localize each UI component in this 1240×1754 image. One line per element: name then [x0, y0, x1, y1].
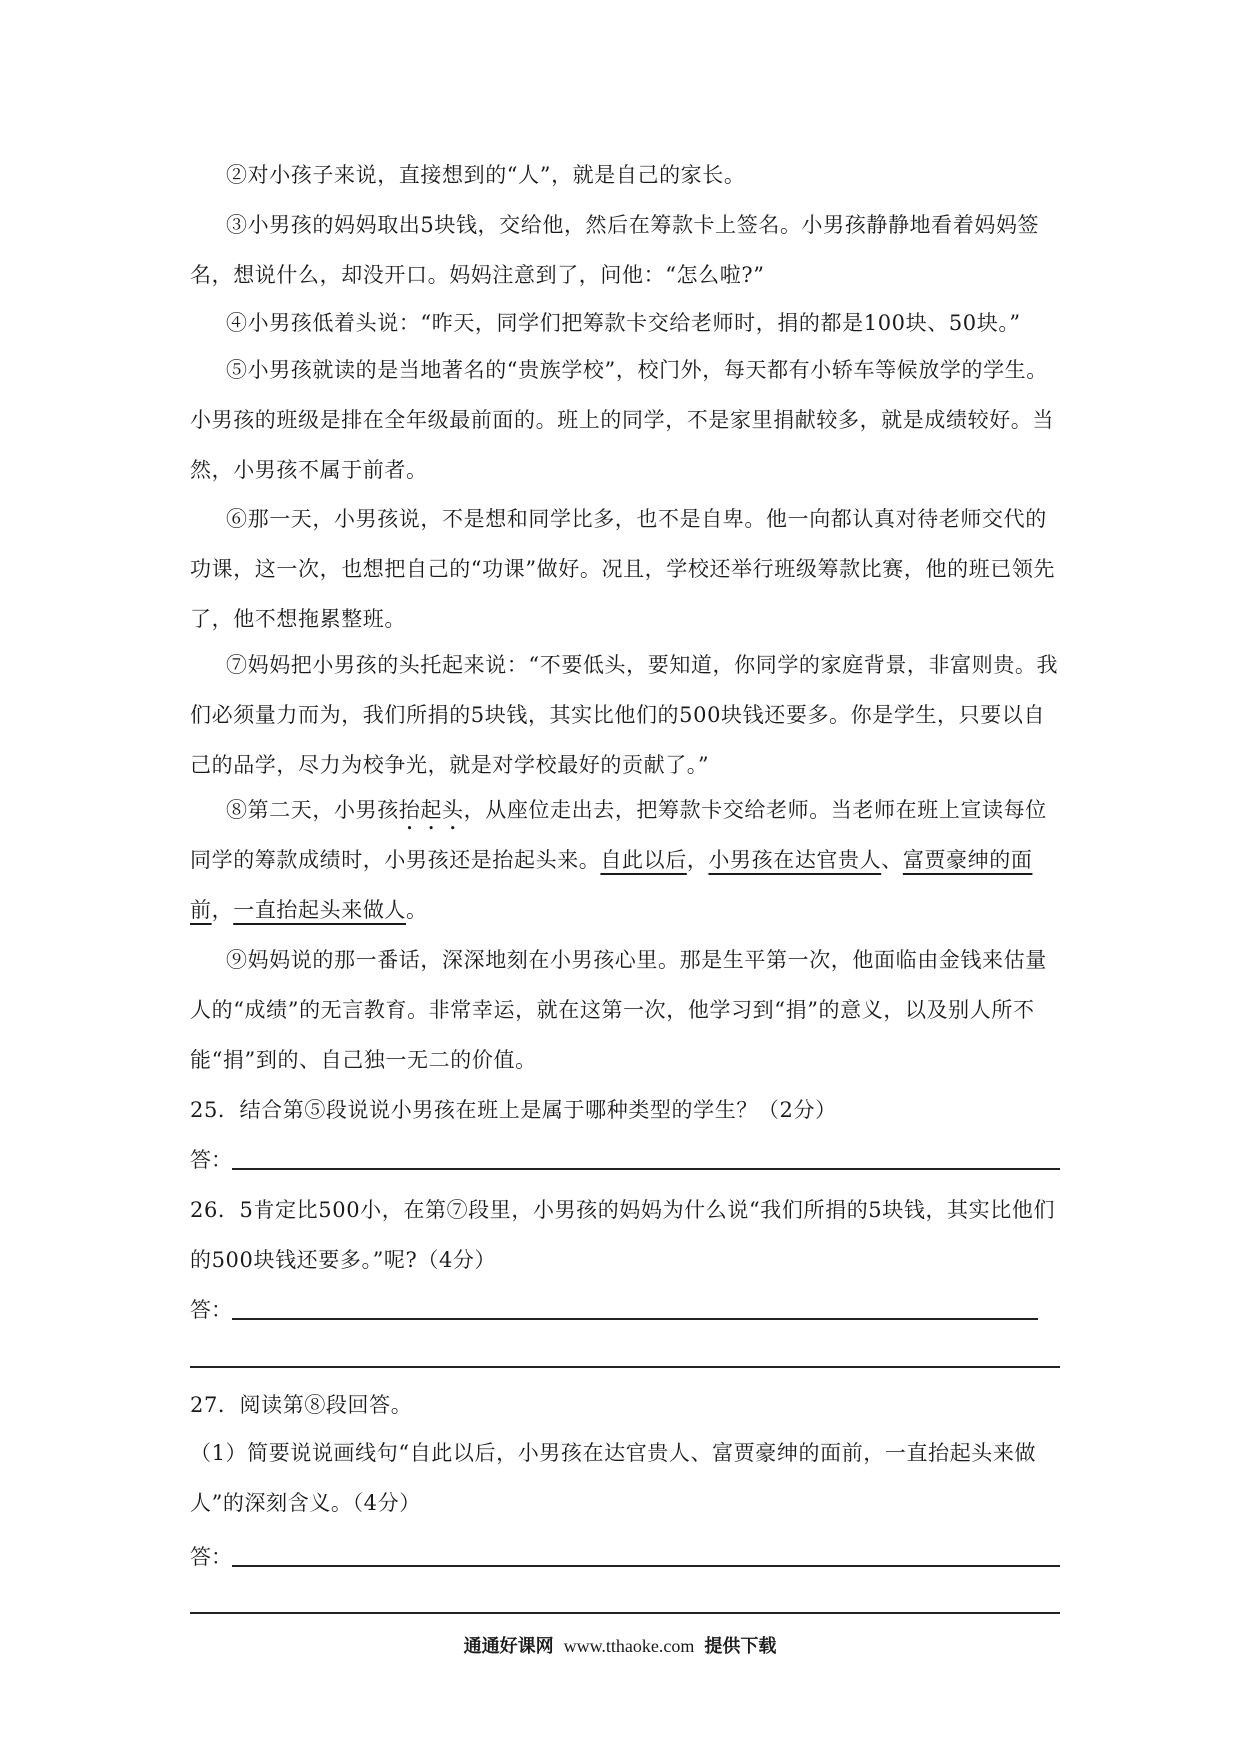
footer-brand: 通通好课网 — [463, 1636, 554, 1657]
question-27: 27．阅读第⑧段回答。 — [190, 1393, 413, 1417]
paragraph-8-punct-d: 、 — [881, 848, 903, 872]
answer-label-27: 答： — [190, 1545, 232, 1569]
paragraph-4 — [190, 298, 1060, 348]
answer-label-25: 答： — [190, 1148, 232, 1172]
underlined-phrase-1: 自此以后 — [600, 848, 687, 872]
paragraph-8-text-b: ，从座位走出去，把筹款卡交给老师。当老师在班上宣读每位同学的筹款成绩时，小男孩还是抬起头来。 — [190, 798, 1047, 872]
question-26: 26．5肯定比500小，在第⑦段里，小男孩的妈妈为什么说“我们所捐的5块钱，其实比他们的500块钱还要多。”呢?（4分） — [190, 1198, 1056, 1272]
paragraph-8-punct-c: ， — [686, 848, 709, 872]
paragraph-6 — [190, 494, 1060, 644]
question-25: 25．结合第⑤段说说小男孩在班上是属于哪种类型的学生？（2分） — [190, 1098, 837, 1122]
paragraph-9 — [190, 935, 1060, 1085]
paragraph-3-text: ③小男孩的妈妈取出5块钱，交给他，然后在筹款卡上签名。小男孩静静地看着妈妈签名，想说什么，却没开口。妈妈注意到了，问他：“怎么啦?” — [190, 213, 1040, 287]
answer-line-27a[interactable] — [232, 1565, 1060, 1567]
underlined-phrase-3: 富贾豪绅的面前 — [190, 848, 1033, 922]
paragraph-4-text: ④小男孩低着头说：“昨天，同学们把筹款卡交给老师时，捐的都是100块、50块。” — [226, 311, 1021, 335]
paragraph-6-text: ⑥那一天，小男孩说，不是想和同学比多，也不是自卑。他一向都认真对待老师交代的功课，这一次，也想把自己的“功课”做好。况且，学校还举行班级筹款比赛，他的班已领先了，他不想拖累整班。 — [190, 507, 1056, 631]
footer-note: 提供下载 — [704, 1636, 777, 1657]
paragraph-3 — [190, 200, 1060, 300]
answer-line-26a[interactable] — [232, 1318, 1038, 1320]
paragraph-9-text: ⑨妈妈说的那一番话，深深地刻在小男孩心里。那是生平第一次，他面临由金钱来估量人的“成绩”的无言教育。非常幸运，就在这第一次，他学习到“捐”的意义，以及别人所不能“捐”到的、自己独一无二的价值。 — [190, 948, 1047, 1072]
paragraph-7 — [190, 640, 1060, 790]
question-27-1: （1）简要说说画线句“自此以后，小男孩在达官贵人、富贾豪绅的面前，一直抬起头来做人”的深刻含义。（4分） — [190, 1441, 1037, 1515]
paragraph-2 — [190, 150, 1060, 200]
underlined-phrase-4: 一直抬起头来做人 — [233, 898, 407, 922]
answer-line-25[interactable] — [232, 1168, 1060, 1170]
answer-label-26: 答： — [190, 1298, 232, 1322]
dotted-phrase: 抬起头 — [398, 798, 464, 822]
answer-line-26b[interactable] — [190, 1366, 1060, 1368]
paragraph-8-text-a: ⑧第二天，小男孩 — [226, 798, 399, 822]
paragraph-8-punct-f: 。 — [406, 898, 428, 922]
page-footer — [0, 1632, 1240, 1658]
paragraph-7-text: ⑦妈妈把小男孩的头托起来说：“不要低头，要知道，你同学的家庭背景，非富则贵。我们必须量力而为，我们所捐的5块钱，其实比他们的500块钱还要多。你是学生，只要以自己的品学，尽力为校争光，就是对学校最好的贡献了。” — [190, 653, 1059, 777]
paragraph-8 — [190, 785, 1060, 935]
paragraph-5-text: ⑤小男孩就读的是当地著名的“贵族学校”，校门外，每天都有小轿车等候放学的学生。小男孩的班级是排在全年级最前面的。班上的同学，不是家里捐献较多，就是成绩较好。当然，小男孩不属于前者。 — [190, 358, 1054, 482]
paragraph-2-text: ②对小孩子来说，直接想到的“人”，就是自己的家长。 — [226, 163, 746, 187]
answer-line-27b[interactable] — [190, 1612, 1060, 1614]
underlined-phrase-2: 小男孩在达官贵人 — [708, 848, 882, 872]
footer-site-link[interactable]: www.tthaoke.com — [563, 1636, 695, 1656]
paragraph-5 — [190, 345, 1060, 495]
paragraph-8-punct-e: ， — [211, 898, 234, 922]
